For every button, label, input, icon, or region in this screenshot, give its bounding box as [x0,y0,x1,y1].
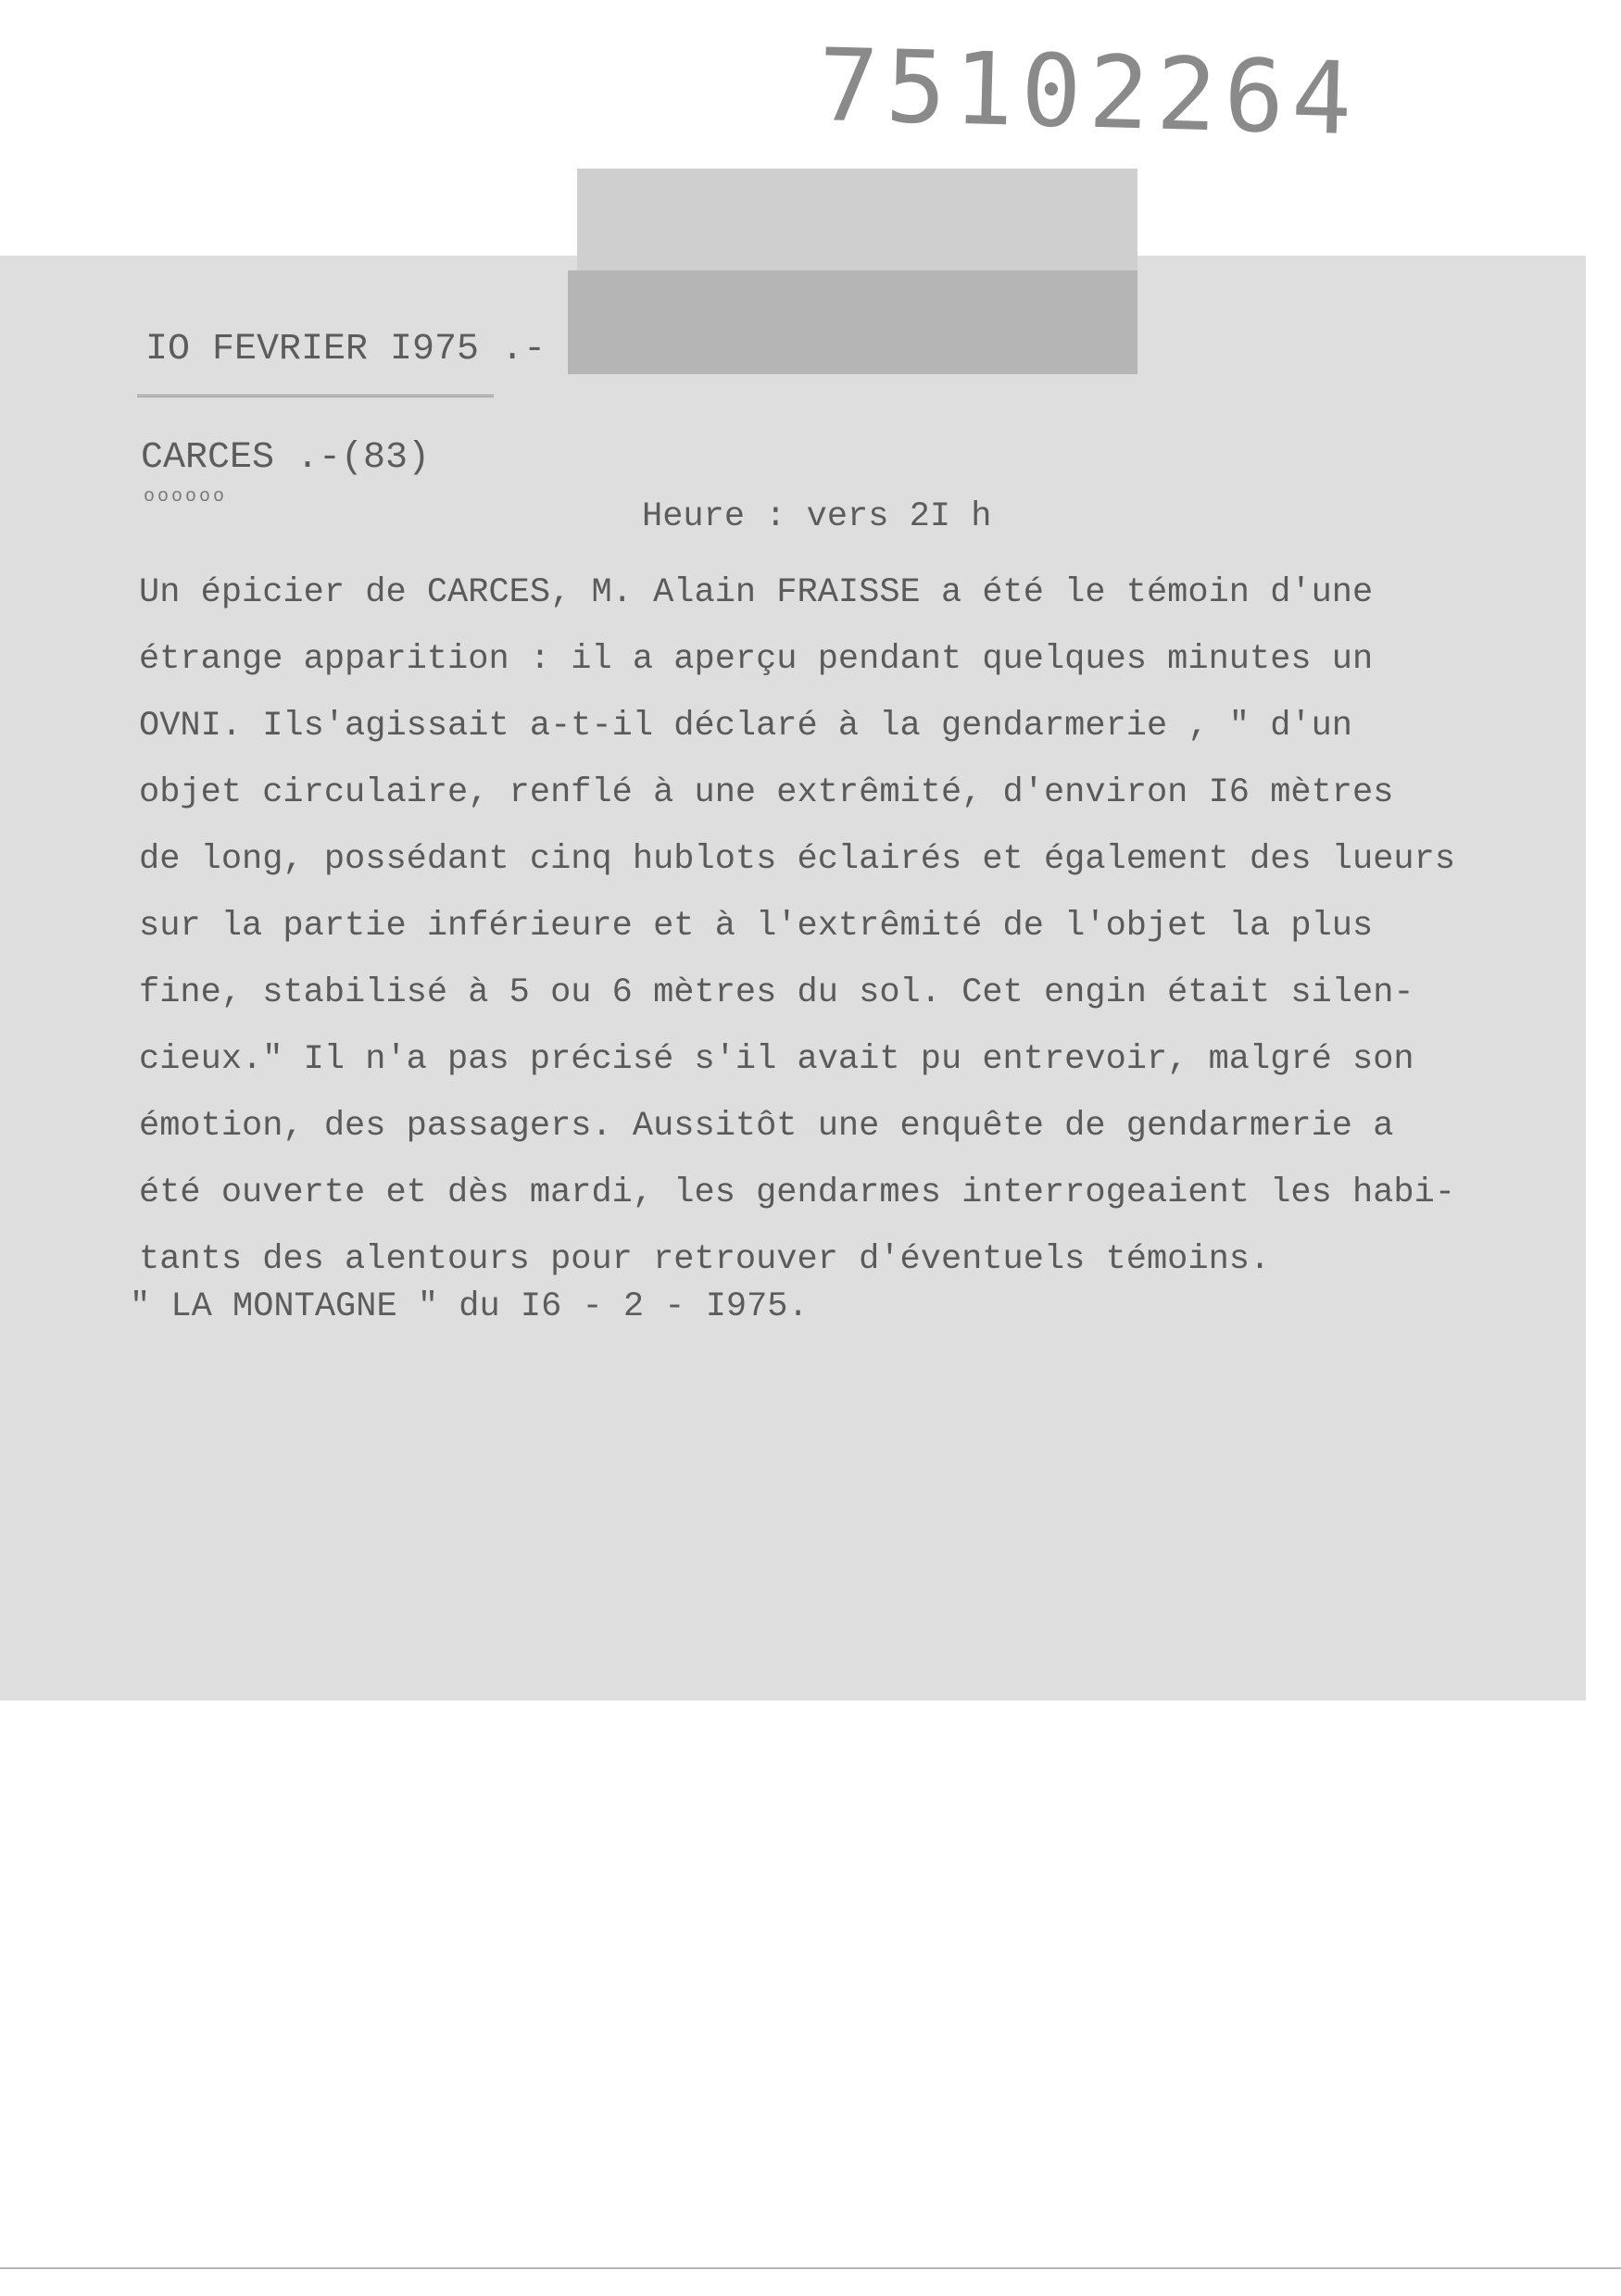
event-time: Heure : vers 2I h [642,497,992,536]
adhesive-tape-lower [568,270,1137,374]
body-line: fine, stabilisé à 5 ou 6 mètres du sol. Cet engin était silen- [139,973,1414,1012]
location-heading: CARCES .-(83) [141,437,431,479]
body-line: été ouverte et dès mardi, les gendarmes interrogeaient les habi- [139,1173,1456,1212]
body-line: émotion, des passagers. Aussitôt une enquête de gendarmerie a [139,1107,1394,1146]
page-bottom-rule [0,2267,1621,2269]
source-citation: " LA MONTAGNE " du I6 - 2 - I975. [130,1287,809,1326]
body-line: tants des alentours pour retrouver d'éventuels témoins. [139,1240,1271,1279]
body-line: cieux." Il n'a pas précisé s'il avait pu entrevoir, malgré son [139,1040,1414,1079]
body-line: Un épicier de CARCES, M. Alain FRAISSE a été le témoin d'une [139,573,1374,612]
document-reference-number: 75102264 [816,28,1361,158]
body-line: OVNI. Ils'agissait a-t-il déclaré à la gendarmerie , " d'un [139,707,1353,746]
body-line: étrange apparition : il a aperçu pendant quelques minutes un [139,640,1374,679]
body-line: objet circulaire, renflé à une extrêmité, d'environ I6 mètres [139,773,1394,812]
adhesive-tape-upper [577,169,1137,270]
body-line: sur la partie inférieure et à l'extrêmité de l'objet la plus [139,907,1374,946]
article-body [139,559,1565,1293]
location-ornament: oooooo [144,486,228,508]
date-heading: IO FEVRIER I975 .- [145,329,547,370]
date-underline [137,395,494,397]
body-line: de long, possédant cinq hublots éclairés et également des lueurs [139,840,1456,879]
